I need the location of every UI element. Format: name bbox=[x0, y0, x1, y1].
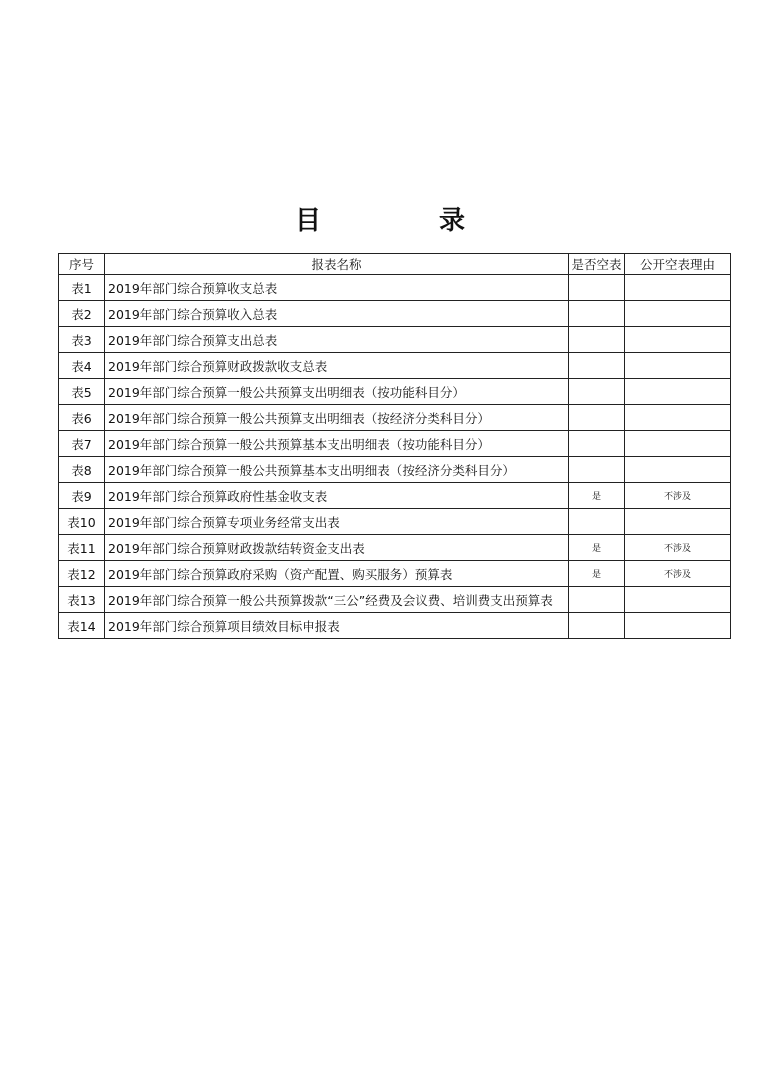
row-is-empty bbox=[569, 405, 625, 431]
row-report-name: 2019年部门综合预算收入总表 bbox=[105, 301, 569, 327]
row-is-empty bbox=[569, 327, 625, 353]
row-is-empty bbox=[569, 613, 625, 639]
row-is-empty bbox=[569, 587, 625, 613]
row-number: 表2 bbox=[59, 301, 105, 327]
table-row bbox=[59, 431, 731, 457]
row-number: 表7 bbox=[59, 431, 105, 457]
row-report-name: 2019年部门综合预算财政拨款结转资金支出表 bbox=[105, 535, 569, 561]
row-is-empty bbox=[569, 457, 625, 483]
row-report-name: 2019年部门综合预算支出总表 bbox=[105, 327, 569, 353]
row-is-empty bbox=[569, 353, 625, 379]
row-report-name: 2019年部门综合预算项目绩效目标申报表 bbox=[105, 613, 569, 639]
table-row bbox=[59, 587, 731, 613]
row-number: 表5 bbox=[59, 379, 105, 405]
row-empty-reason bbox=[625, 509, 731, 535]
row-number: 表14 bbox=[59, 613, 105, 639]
row-empty-reason: 不涉及 bbox=[625, 535, 731, 561]
table-row bbox=[59, 301, 731, 327]
row-empty-reason bbox=[625, 275, 731, 301]
row-empty-reason bbox=[625, 431, 731, 457]
page-title bbox=[0, 200, 760, 237]
table-row bbox=[59, 457, 731, 483]
row-empty-reason bbox=[625, 301, 731, 327]
toc-table bbox=[58, 253, 731, 639]
header-is-empty: 是否空表 bbox=[569, 254, 625, 275]
table-row bbox=[59, 353, 731, 379]
table-row bbox=[59, 613, 731, 639]
row-is-empty bbox=[569, 509, 625, 535]
row-empty-reason: 不涉及 bbox=[625, 483, 731, 509]
row-is-empty: 是 bbox=[569, 535, 625, 561]
row-report-name: 2019年部门综合预算一般公共预算基本支出明细表（按功能科目分） bbox=[105, 431, 569, 457]
row-report-name: 2019年部门综合预算一般公共预算拨款“三公”经费及会议费、培训费支出预算表 bbox=[105, 587, 569, 613]
row-number: 表6 bbox=[59, 405, 105, 431]
row-empty-reason bbox=[625, 405, 731, 431]
row-report-name: 2019年部门综合预算政府采购（资产配置、购买服务）预算表 bbox=[105, 561, 569, 587]
row-number: 表3 bbox=[59, 327, 105, 353]
row-number: 表10 bbox=[59, 509, 105, 535]
row-number: 表1 bbox=[59, 275, 105, 301]
row-number: 表9 bbox=[59, 483, 105, 509]
table-row bbox=[59, 405, 731, 431]
row-number: 表11 bbox=[59, 535, 105, 561]
row-report-name: 2019年部门综合预算政府性基金收支表 bbox=[105, 483, 569, 509]
table-row bbox=[59, 275, 731, 301]
row-empty-reason bbox=[625, 587, 731, 613]
table-row bbox=[59, 509, 731, 535]
row-number: 表12 bbox=[59, 561, 105, 587]
row-number: 表8 bbox=[59, 457, 105, 483]
header-index: 序号 bbox=[59, 254, 105, 275]
table-row bbox=[59, 327, 731, 353]
row-report-name: 2019年部门综合预算一般公共预算支出明细表（按经济分类科目分） bbox=[105, 405, 569, 431]
row-report-name: 2019年部门综合预算财政拨款收支总表 bbox=[105, 353, 569, 379]
row-report-name: 2019年部门综合预算一般公共预算支出明细表（按功能科目分） bbox=[105, 379, 569, 405]
row-number: 表13 bbox=[59, 587, 105, 613]
row-is-empty bbox=[569, 431, 625, 457]
row-report-name: 2019年部门综合预算一般公共预算基本支出明细表（按经济分类科目分） bbox=[105, 457, 569, 483]
row-is-empty: 是 bbox=[569, 561, 625, 587]
row-is-empty bbox=[569, 301, 625, 327]
row-empty-reason bbox=[625, 613, 731, 639]
title-char-1: 目 bbox=[294, 206, 321, 236]
row-empty-reason bbox=[625, 327, 731, 353]
row-is-empty bbox=[569, 379, 625, 405]
row-empty-reason bbox=[625, 379, 731, 405]
row-empty-reason bbox=[625, 353, 731, 379]
title-char-2: 录 bbox=[439, 206, 466, 236]
table-row bbox=[59, 561, 731, 587]
table-row bbox=[59, 535, 731, 561]
table-header-row bbox=[59, 254, 731, 275]
table-row bbox=[59, 483, 731, 509]
row-is-empty bbox=[569, 275, 625, 301]
row-is-empty: 是 bbox=[569, 483, 625, 509]
row-report-name: 2019年部门综合预算专项业务经常支出表 bbox=[105, 509, 569, 535]
row-number: 表4 bbox=[59, 353, 105, 379]
row-empty-reason bbox=[625, 457, 731, 483]
header-empty-reason: 公开空表理由 bbox=[625, 254, 731, 275]
row-report-name: 2019年部门综合预算收支总表 bbox=[105, 275, 569, 301]
table-row bbox=[59, 379, 731, 405]
row-empty-reason: 不涉及 bbox=[625, 561, 731, 587]
header-report-name: 报表名称 bbox=[105, 254, 569, 275]
